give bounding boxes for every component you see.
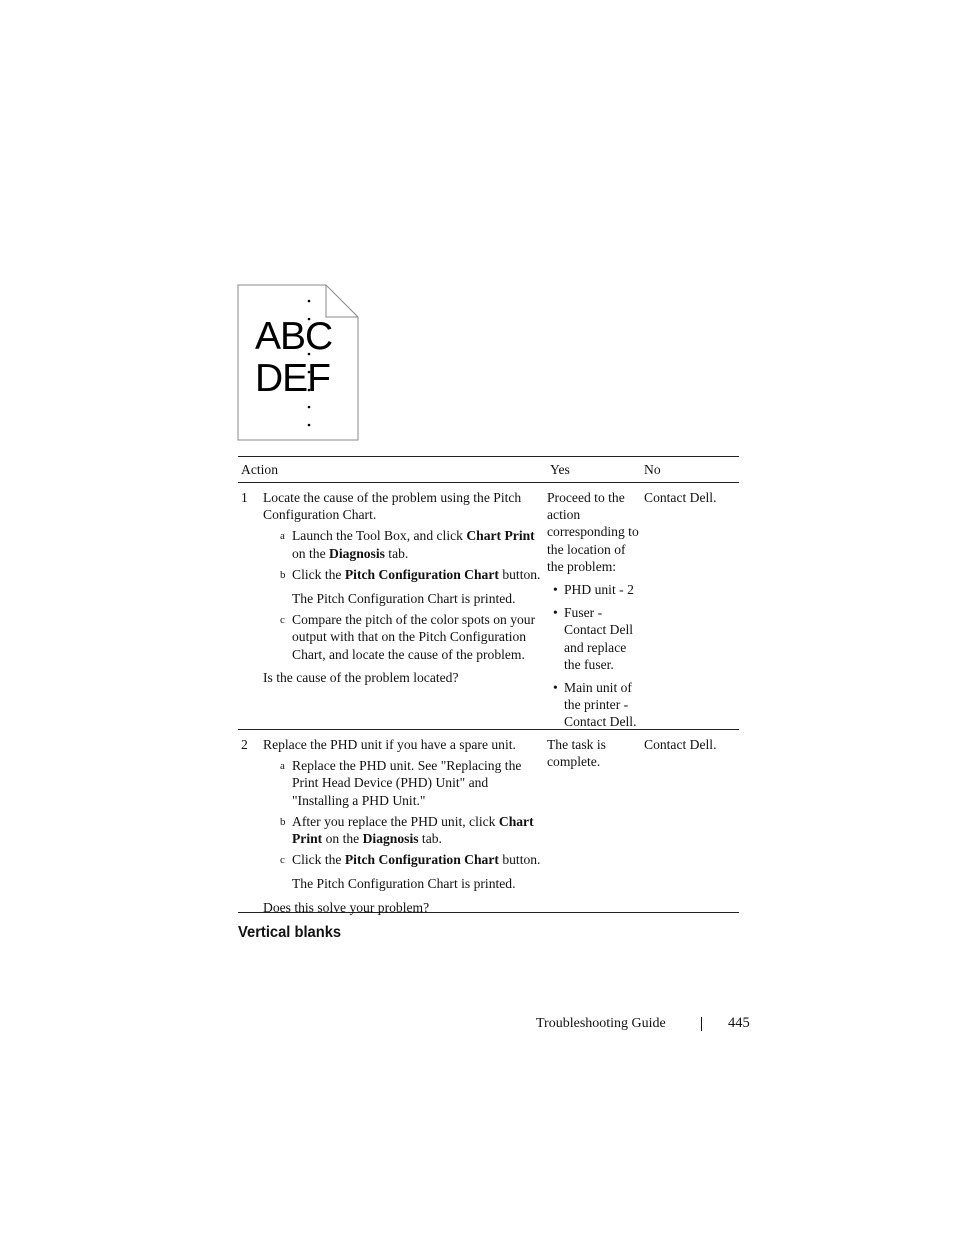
yes-cell	[547, 489, 639, 731]
step-intro: Replace the PHD unit if you have a spare unit.	[263, 737, 516, 752]
step-note: The Pitch Configuration Chart is printed.	[292, 591, 516, 607]
list-item: • Main unit of the printer - Contact Dell.	[547, 679, 639, 731]
step-number: 1	[241, 490, 248, 505]
yes-intro: Proceed to the action corresponding to the location of the problem:	[547, 490, 639, 574]
action-cell	[263, 736, 543, 916]
substep-letter: c	[280, 854, 285, 867]
step-number: 2	[241, 737, 248, 752]
substep-text: Compare the pitch of the color spots on your output with that on the Pitch Configuration Chart, and locate the cause of the problem.	[292, 612, 536, 662]
substep-c	[280, 851, 543, 869]
substep-text: Launch the Tool Box, and click Chart Print on the Diagnosis tab.	[292, 528, 535, 561]
bullet-icon: •	[553, 680, 558, 696]
troubleshooting-table	[238, 456, 739, 913]
header-yes: Yes	[550, 461, 570, 477]
yes-cell: The task is complete.	[547, 737, 606, 770]
header-action: Action	[241, 461, 278, 477]
substep-letter: c	[280, 614, 285, 627]
footer-label: Troubleshooting Guide	[536, 1016, 666, 1031]
substep-b	[280, 813, 543, 847]
step-intro: Locate the cause of the problem using the Pitch Configuration Chart.	[263, 490, 522, 523]
list-item: • Fuser - Contact Dell and replace the fuser.	[547, 604, 639, 673]
substep-text: Replace the PHD unit. See "Replacing the Print Head Device (PHD) Unit" and "Installing a PHD Unit."	[292, 758, 522, 808]
sample-page-illustration	[237, 284, 359, 441]
list-item: • PHD unit - 2	[547, 581, 639, 598]
table-row	[238, 483, 739, 730]
action-cell	[263, 489, 543, 686]
substep-letter: a	[280, 530, 285, 543]
sample-text-line1: ABC	[255, 315, 333, 358]
step-question: Is the cause of the problem located?	[263, 669, 459, 685]
footer-separator	[701, 1017, 702, 1031]
bullet-icon: •	[553, 605, 558, 621]
substep-text: After you replace the PHD unit, click Chart Print on the Diagnosis tab.	[292, 813, 534, 847]
substep-text: Click the Pitch Configuration Chart button.	[292, 852, 541, 868]
substep-letter: b	[280, 815, 286, 828]
substep-text: Click the Pitch Configuration Chart button.	[292, 566, 541, 582]
table-header	[238, 456, 739, 483]
substep-letter: a	[280, 760, 285, 773]
substep-a	[280, 527, 543, 561]
step-question: Does this solve your problem?	[263, 899, 430, 915]
bullet-icon: •	[553, 582, 558, 598]
table-row	[238, 730, 739, 913]
substep-a	[280, 757, 543, 809]
page-number: 445	[728, 1015, 750, 1031]
substep-b	[280, 566, 543, 584]
step-note: The Pitch Configuration Chart is printed.	[292, 876, 516, 892]
no-cell: Contact Dell.	[644, 490, 717, 505]
substep-letter: b	[280, 568, 286, 581]
sample-text-line2: DEF	[255, 357, 330, 400]
substep-c	[280, 611, 543, 663]
header-no: No	[644, 461, 661, 477]
no-cell: Contact Dell.	[644, 737, 717, 752]
section-heading: Vertical blanks	[238, 924, 342, 941]
